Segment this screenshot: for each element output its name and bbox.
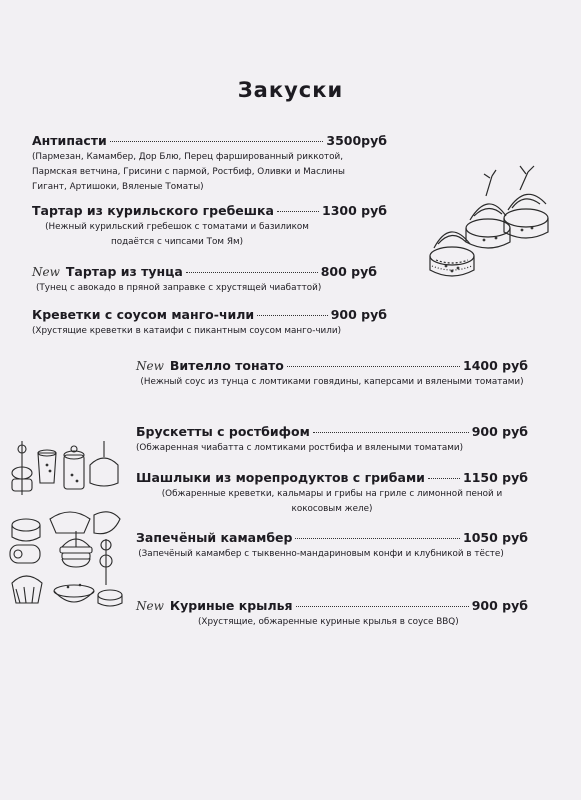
item-price: 3500руб — [326, 133, 387, 148]
snacks-illustration — [2, 435, 132, 635]
item-price: 1300 руб — [322, 203, 387, 218]
item-name: Запечёный камамбер — [136, 530, 293, 545]
item-description: (Нежный соус из тунца с ломтиками говядины, каперсами и вялеными томатами) — [140, 377, 524, 387]
menu-item-antipasti — [32, 133, 387, 195]
item-price: 900 руб — [471, 424, 528, 439]
item-price: 900 руб — [330, 307, 387, 322]
item-price: 1050 руб — [463, 530, 528, 545]
dot-leader — [257, 315, 328, 316]
item-description: (Пармезан, Камамбер, Дор Блю, Перец фаршированный риккотой, Пармская ветчина, Грисини с пармой, Ростбиф, Оливки и Маслины Гигант, Артишоки, Вяленые Томаты) — [32, 152, 345, 192]
item-price: 1400 руб — [463, 358, 528, 373]
dot-leader — [296, 606, 469, 607]
item-name: Брускетты с ростбифом — [136, 424, 310, 439]
menu-item-scallop-tartare — [32, 203, 387, 250]
menu-item-shrimp — [32, 307, 387, 339]
item-description: (Обжаренные креветки, кальмары и грибы на гриле с лимонной пеной и кокосовым желе) — [161, 489, 503, 514]
menu-item-seafood-skewers — [136, 470, 528, 517]
dot-leader — [287, 366, 460, 367]
new-badge: New — [32, 265, 60, 279]
item-description: (Запечёный камамбер с тыквенно-мандариновым конфи и клубникой в тёсте) — [138, 549, 504, 559]
page-title: Закуски — [237, 78, 344, 102]
menu-item-chicken-wings — [136, 598, 528, 630]
dot-leader — [428, 478, 460, 479]
canape-illustration — [408, 150, 558, 290]
menu-item-vitello-tonnato — [136, 358, 528, 390]
dot-leader — [186, 272, 318, 273]
new-badge: New — [136, 599, 164, 613]
item-name: Тартар из курильского гребешка — [32, 203, 274, 218]
menu-item-bruschetta — [136, 424, 528, 456]
item-price: 1150 руб — [463, 470, 528, 485]
item-price: 900 руб — [471, 598, 528, 613]
item-name: Куриные крылья — [169, 598, 293, 613]
item-description: (Тунец с авокадо в пряной заправке с хрустящей чиабаттой) — [36, 283, 322, 293]
item-name: Шашлыки из морепродуктов с грибами — [136, 470, 425, 485]
item-description: (Хрустящие, обжаренные куриные крылья в соусе BBQ) — [198, 617, 459, 627]
menu-item-baked-camembert — [136, 530, 528, 562]
item-description: (Обжаренная чиабатта с ломтиками ростбифа и вялеными томатами) — [136, 443, 464, 453]
new-badge: New — [136, 359, 164, 373]
dot-leader — [110, 141, 324, 142]
dot-leader — [277, 211, 319, 212]
item-price: 800 руб — [320, 264, 377, 279]
item-description: (Хрустящие креветки в катаифи с пикантным соусом манго-чили) — [32, 326, 342, 336]
item-description: (Нежный курильский гребешок с томатами и базиликом подаётся с чипсами Том Ям) — [45, 222, 309, 247]
dot-leader — [313, 432, 469, 433]
item-name: Тартар из тунца — [65, 264, 183, 279]
item-name: Антипасти — [32, 133, 107, 148]
item-name: Креветки с соусом манго-чили — [32, 307, 255, 322]
dot-leader — [295, 538, 460, 539]
menu-item-tuna-tartare — [32, 264, 377, 296]
item-name: Вителло тонато — [169, 358, 284, 373]
